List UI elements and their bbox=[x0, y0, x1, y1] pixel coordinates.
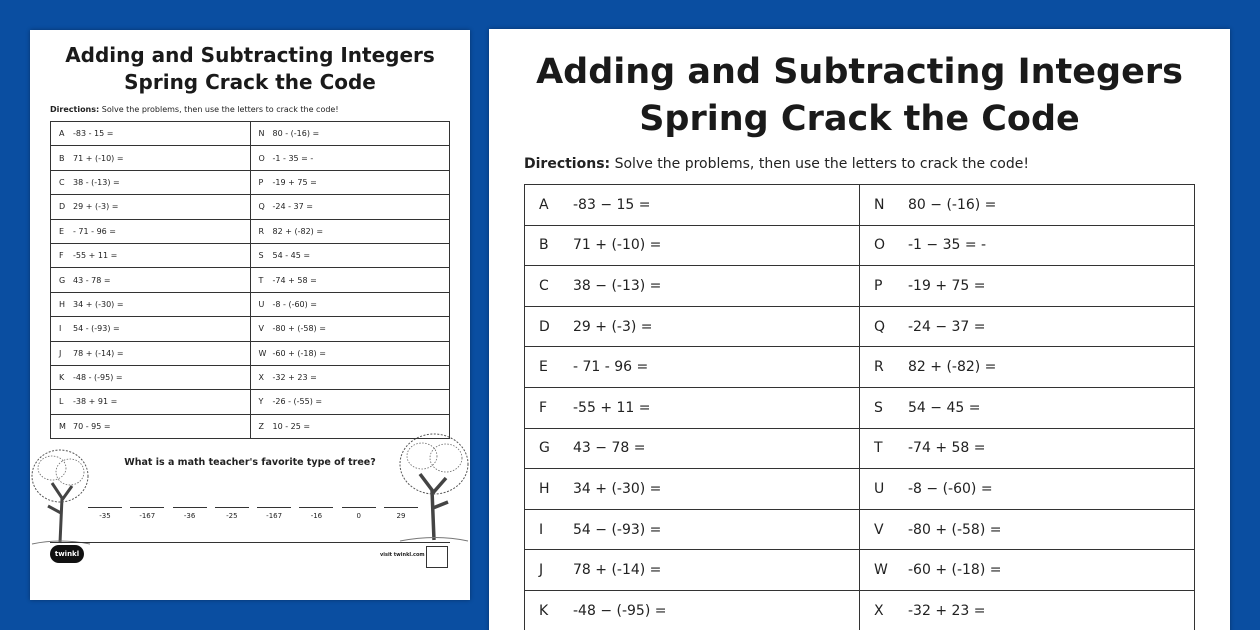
answer-line bbox=[130, 506, 164, 508]
problems-table bbox=[50, 121, 450, 439]
problem-row bbox=[51, 292, 450, 316]
answer-code-number: -36 bbox=[183, 512, 196, 520]
problem-letter: I bbox=[59, 324, 62, 334]
problem-letter: T bbox=[874, 440, 883, 457]
problem-cell bbox=[51, 219, 251, 243]
problem-cell bbox=[860, 550, 1195, 591]
problem-cell bbox=[250, 292, 450, 316]
problem-cell bbox=[525, 225, 860, 266]
problem-letter: F bbox=[539, 399, 548, 416]
problem-letter: H bbox=[59, 299, 66, 309]
problem-expression: 54 − 45 = bbox=[908, 399, 981, 416]
problem-cell bbox=[250, 268, 450, 292]
problem-cell bbox=[860, 469, 1195, 510]
problem-expression: -19 + 75 = bbox=[272, 177, 317, 187]
problem-letter: A bbox=[539, 196, 549, 213]
answer-code-number: -167 bbox=[139, 512, 156, 520]
problem-expression: -32 + 23 = bbox=[908, 602, 986, 619]
answer-code-number: 0 bbox=[356, 512, 361, 520]
twinkl-logo: twinkl bbox=[50, 545, 84, 563]
problem-expression: 82 + (-82) = bbox=[908, 359, 997, 376]
answer-code-number: -35 bbox=[99, 512, 111, 520]
problem-letter: A bbox=[59, 129, 65, 139]
problem-letter: D bbox=[539, 318, 550, 335]
answer-line bbox=[215, 506, 249, 508]
problem-expression: 54 − (-93) = bbox=[573, 521, 662, 538]
visit-link-text: visit twinkl.com bbox=[380, 552, 425, 558]
problem-cell bbox=[250, 122, 450, 146]
problem-expression: -74 + 58 = bbox=[272, 275, 317, 285]
problem-cell bbox=[51, 146, 251, 170]
problem-cell bbox=[860, 266, 1195, 307]
problem-row bbox=[525, 266, 1195, 307]
problem-expression: -1 − 35 = - bbox=[908, 237, 987, 254]
problem-row bbox=[51, 414, 450, 438]
problem-letter: K bbox=[59, 373, 65, 383]
problem-expression: -8 - (-60) = bbox=[272, 299, 318, 309]
problem-letter: Q bbox=[258, 202, 265, 212]
problem-letter: S bbox=[874, 399, 883, 416]
answer-line bbox=[257, 506, 291, 508]
problem-expression: -60 + (-18) = bbox=[908, 562, 1002, 579]
problem-letter: U bbox=[874, 480, 885, 497]
problem-letter: M bbox=[59, 421, 66, 431]
problem-expression: -19 + 75 = bbox=[908, 277, 986, 294]
problem-letter: Z bbox=[258, 421, 264, 431]
problem-expression: 54 - 45 = bbox=[272, 251, 311, 261]
problem-cell bbox=[525, 469, 860, 510]
problem-letter: F bbox=[59, 251, 64, 261]
problem-expression: -83 − 15 = bbox=[573, 196, 651, 213]
problem-expression: -8 − (-60) = bbox=[908, 480, 993, 497]
answer-line bbox=[88, 506, 122, 508]
problem-cell bbox=[860, 347, 1195, 388]
problem-expression: -60 + (-18) = bbox=[272, 348, 326, 358]
problem-letter: N bbox=[874, 196, 885, 213]
footer-divider bbox=[50, 542, 450, 543]
problem-expression: -26 - (-55) = bbox=[272, 397, 323, 407]
problem-cell bbox=[250, 341, 450, 365]
problem-letter: V bbox=[874, 521, 884, 538]
problem-expression: -24 - 37 = bbox=[272, 202, 313, 212]
directions-large: Directions: Solve the problems, then use the letters to crack the code! bbox=[524, 156, 1029, 172]
problem-letter: P bbox=[258, 177, 264, 187]
problem-expression: 38 - (-13) = bbox=[73, 177, 120, 187]
problem-letter: O bbox=[874, 237, 886, 254]
problem-row bbox=[51, 317, 450, 341]
problem-row bbox=[51, 243, 450, 267]
problem-cell bbox=[250, 219, 450, 243]
problem-row bbox=[525, 225, 1195, 266]
problem-cell bbox=[250, 170, 450, 194]
problem-letter: R bbox=[258, 226, 265, 236]
problem-expression: 82 + (-82) = bbox=[272, 226, 324, 236]
problem-letter: G bbox=[539, 440, 550, 457]
problem-row bbox=[51, 195, 450, 219]
answer-line bbox=[173, 506, 207, 508]
problem-row bbox=[525, 590, 1195, 630]
problem-expression: -83 - 15 = bbox=[73, 129, 114, 139]
problem-letter: P bbox=[874, 277, 883, 294]
problem-cell bbox=[860, 509, 1195, 550]
problem-letter: O bbox=[258, 153, 265, 163]
problem-letter: B bbox=[59, 153, 65, 163]
answer-code-number: -16 bbox=[310, 512, 323, 520]
problem-letter: C bbox=[59, 177, 65, 187]
answer-line bbox=[342, 506, 376, 508]
problem-expression: 43 - 78 = bbox=[73, 275, 111, 285]
problem-row bbox=[51, 365, 450, 389]
problem-expression: 34 + (-30) = bbox=[573, 480, 662, 497]
problem-letter: L bbox=[59, 397, 64, 407]
problem-letter: H bbox=[539, 480, 550, 497]
problem-cell bbox=[51, 317, 251, 341]
problem-letter: Q bbox=[874, 318, 886, 335]
problem-cell bbox=[250, 195, 450, 219]
problem-row bbox=[525, 185, 1195, 226]
tree-left-illustration bbox=[30, 438, 92, 548]
directions: Directions: Solve the problems, then use the letters to crack the code! bbox=[50, 105, 339, 114]
problem-letter: X bbox=[258, 373, 264, 383]
problem-row bbox=[51, 219, 450, 243]
problem-expression: - 71 - 96 = bbox=[573, 359, 649, 376]
problem-expression: 80 - (-16) = bbox=[272, 129, 320, 139]
problem-expression: -80 + (-58) = bbox=[908, 521, 1002, 538]
problem-letter: N bbox=[258, 129, 265, 139]
problem-cell bbox=[525, 387, 860, 428]
problem-expression: 29 + (-3) = bbox=[573, 318, 653, 335]
problem-letter: W bbox=[258, 348, 267, 358]
problem-cell bbox=[860, 185, 1195, 226]
problem-row bbox=[51, 146, 450, 170]
problem-letter: G bbox=[59, 275, 66, 285]
problem-expression: 80 − (-16) = bbox=[908, 196, 997, 213]
worksheet-title: Adding and Subtracting Integers Spring Crack the Code bbox=[65, 43, 435, 94]
problem-row bbox=[525, 428, 1195, 469]
problems-table-large bbox=[524, 184, 1195, 630]
problem-expression: 10 - 25 = bbox=[272, 421, 311, 431]
problem-expression: -32 + 23 = bbox=[272, 373, 317, 383]
answer-code-number: 29 bbox=[396, 512, 406, 520]
answer-blank bbox=[173, 506, 207, 520]
problem-expression: 71 + (-10) = bbox=[73, 153, 124, 163]
problem-letter: J bbox=[539, 562, 544, 579]
problem-cell bbox=[51, 365, 251, 389]
problem-expression: 34 + (-30) = bbox=[73, 299, 124, 309]
problem-row bbox=[51, 268, 450, 292]
problem-row bbox=[525, 469, 1195, 510]
problem-letter: Y bbox=[258, 397, 264, 407]
problem-cell bbox=[525, 185, 860, 226]
problem-cell bbox=[250, 317, 450, 341]
problem-row bbox=[525, 306, 1195, 347]
problem-cell bbox=[525, 428, 860, 469]
problem-cell bbox=[51, 122, 251, 146]
problem-cell bbox=[51, 268, 251, 292]
problem-cell bbox=[860, 387, 1195, 428]
problem-cell bbox=[51, 292, 251, 316]
problem-cell bbox=[51, 414, 251, 438]
problem-expression: 78 + (-14) = bbox=[73, 348, 124, 358]
problem-cell bbox=[525, 306, 860, 347]
problem-expression: 29 + (-3) = bbox=[73, 202, 119, 212]
quality-badge-icon bbox=[426, 546, 448, 568]
problem-letter: X bbox=[874, 602, 884, 619]
problem-cell bbox=[860, 590, 1195, 630]
problem-letter: C bbox=[539, 277, 549, 294]
problem-letter: T bbox=[258, 275, 264, 285]
answer-blank bbox=[342, 506, 376, 520]
problem-expression: -48 - (-95) = bbox=[73, 373, 123, 383]
answer-blank bbox=[215, 506, 249, 520]
problem-letter: K bbox=[539, 602, 549, 619]
problem-row bbox=[51, 341, 450, 365]
problem-expression: -74 + 58 = bbox=[908, 440, 986, 457]
problem-expression: -1 - 35 = - bbox=[272, 153, 314, 163]
problem-cell bbox=[51, 243, 251, 267]
problem-expression: -48 − (-95) = bbox=[573, 602, 667, 619]
answer-blank bbox=[130, 506, 164, 520]
problem-cell bbox=[250, 146, 450, 170]
problem-expression: 54 - (-93) = bbox=[73, 324, 120, 334]
answer-blanks bbox=[88, 506, 418, 520]
problem-row bbox=[51, 122, 450, 146]
problem-cell bbox=[525, 550, 860, 591]
answer-blank bbox=[299, 506, 333, 520]
answer-line bbox=[299, 506, 333, 508]
problem-expression: -55 + 11 = bbox=[73, 251, 118, 261]
problem-letter: E bbox=[539, 359, 548, 376]
problem-cell bbox=[525, 347, 860, 388]
problem-cell bbox=[51, 390, 251, 414]
problem-letter: J bbox=[59, 348, 62, 358]
problem-row bbox=[51, 170, 450, 194]
problem-expression: 78 + (-14) = bbox=[573, 562, 662, 579]
problem-cell bbox=[525, 509, 860, 550]
problem-expression: -38 + 91 = bbox=[73, 397, 118, 407]
problem-cell bbox=[860, 225, 1195, 266]
worksheet-thumbnail bbox=[30, 30, 470, 600]
worksheet-zoomed bbox=[489, 29, 1230, 630]
problem-letter: R bbox=[874, 359, 884, 376]
problem-letter: W bbox=[874, 562, 888, 579]
problem-letter: E bbox=[59, 226, 65, 236]
tree-right-illustration bbox=[396, 428, 470, 543]
problem-expression: - 71 - 96 = bbox=[73, 226, 117, 236]
problem-cell bbox=[250, 365, 450, 389]
problem-cell bbox=[525, 266, 860, 307]
problem-row bbox=[525, 347, 1195, 388]
problem-cell bbox=[51, 195, 251, 219]
problem-letter: B bbox=[539, 237, 549, 254]
problem-cell bbox=[525, 590, 860, 630]
problem-row bbox=[525, 387, 1195, 428]
problem-letter: D bbox=[59, 202, 66, 212]
problem-letter: V bbox=[258, 324, 264, 334]
problem-cell bbox=[860, 428, 1195, 469]
problem-cell bbox=[51, 170, 251, 194]
answer-blank bbox=[257, 506, 291, 520]
problem-expression: -24 − 37 = bbox=[908, 318, 986, 335]
answer-code-number: -167 bbox=[266, 512, 283, 520]
problem-letter: I bbox=[539, 521, 544, 538]
riddle-question: What is a math teacher's favorite type of tree? bbox=[124, 457, 376, 468]
problem-row bbox=[525, 550, 1195, 591]
problem-cell bbox=[250, 243, 450, 267]
problem-expression: 70 - 95 = bbox=[73, 421, 111, 431]
worksheet-title-large: Adding and Subtracting Integers Spring Crack the Code bbox=[536, 52, 1183, 139]
problem-cell bbox=[860, 306, 1195, 347]
problem-row bbox=[525, 509, 1195, 550]
problem-expression: -80 + (-58) = bbox=[272, 324, 326, 334]
problem-cell bbox=[51, 341, 251, 365]
problem-expression: -55 + 11 = bbox=[573, 399, 651, 416]
problem-cell bbox=[250, 390, 450, 414]
problem-letter: S bbox=[258, 251, 264, 261]
answer-blank bbox=[88, 506, 122, 520]
answer-code-number: -25 bbox=[226, 512, 238, 520]
problem-expression: 43 − 78 = bbox=[573, 440, 646, 457]
problem-expression: 38 − (-13) = bbox=[573, 277, 662, 294]
problem-row bbox=[51, 390, 450, 414]
problem-expression: 71 + (-10) = bbox=[573, 237, 662, 254]
problem-letter: U bbox=[258, 299, 265, 309]
